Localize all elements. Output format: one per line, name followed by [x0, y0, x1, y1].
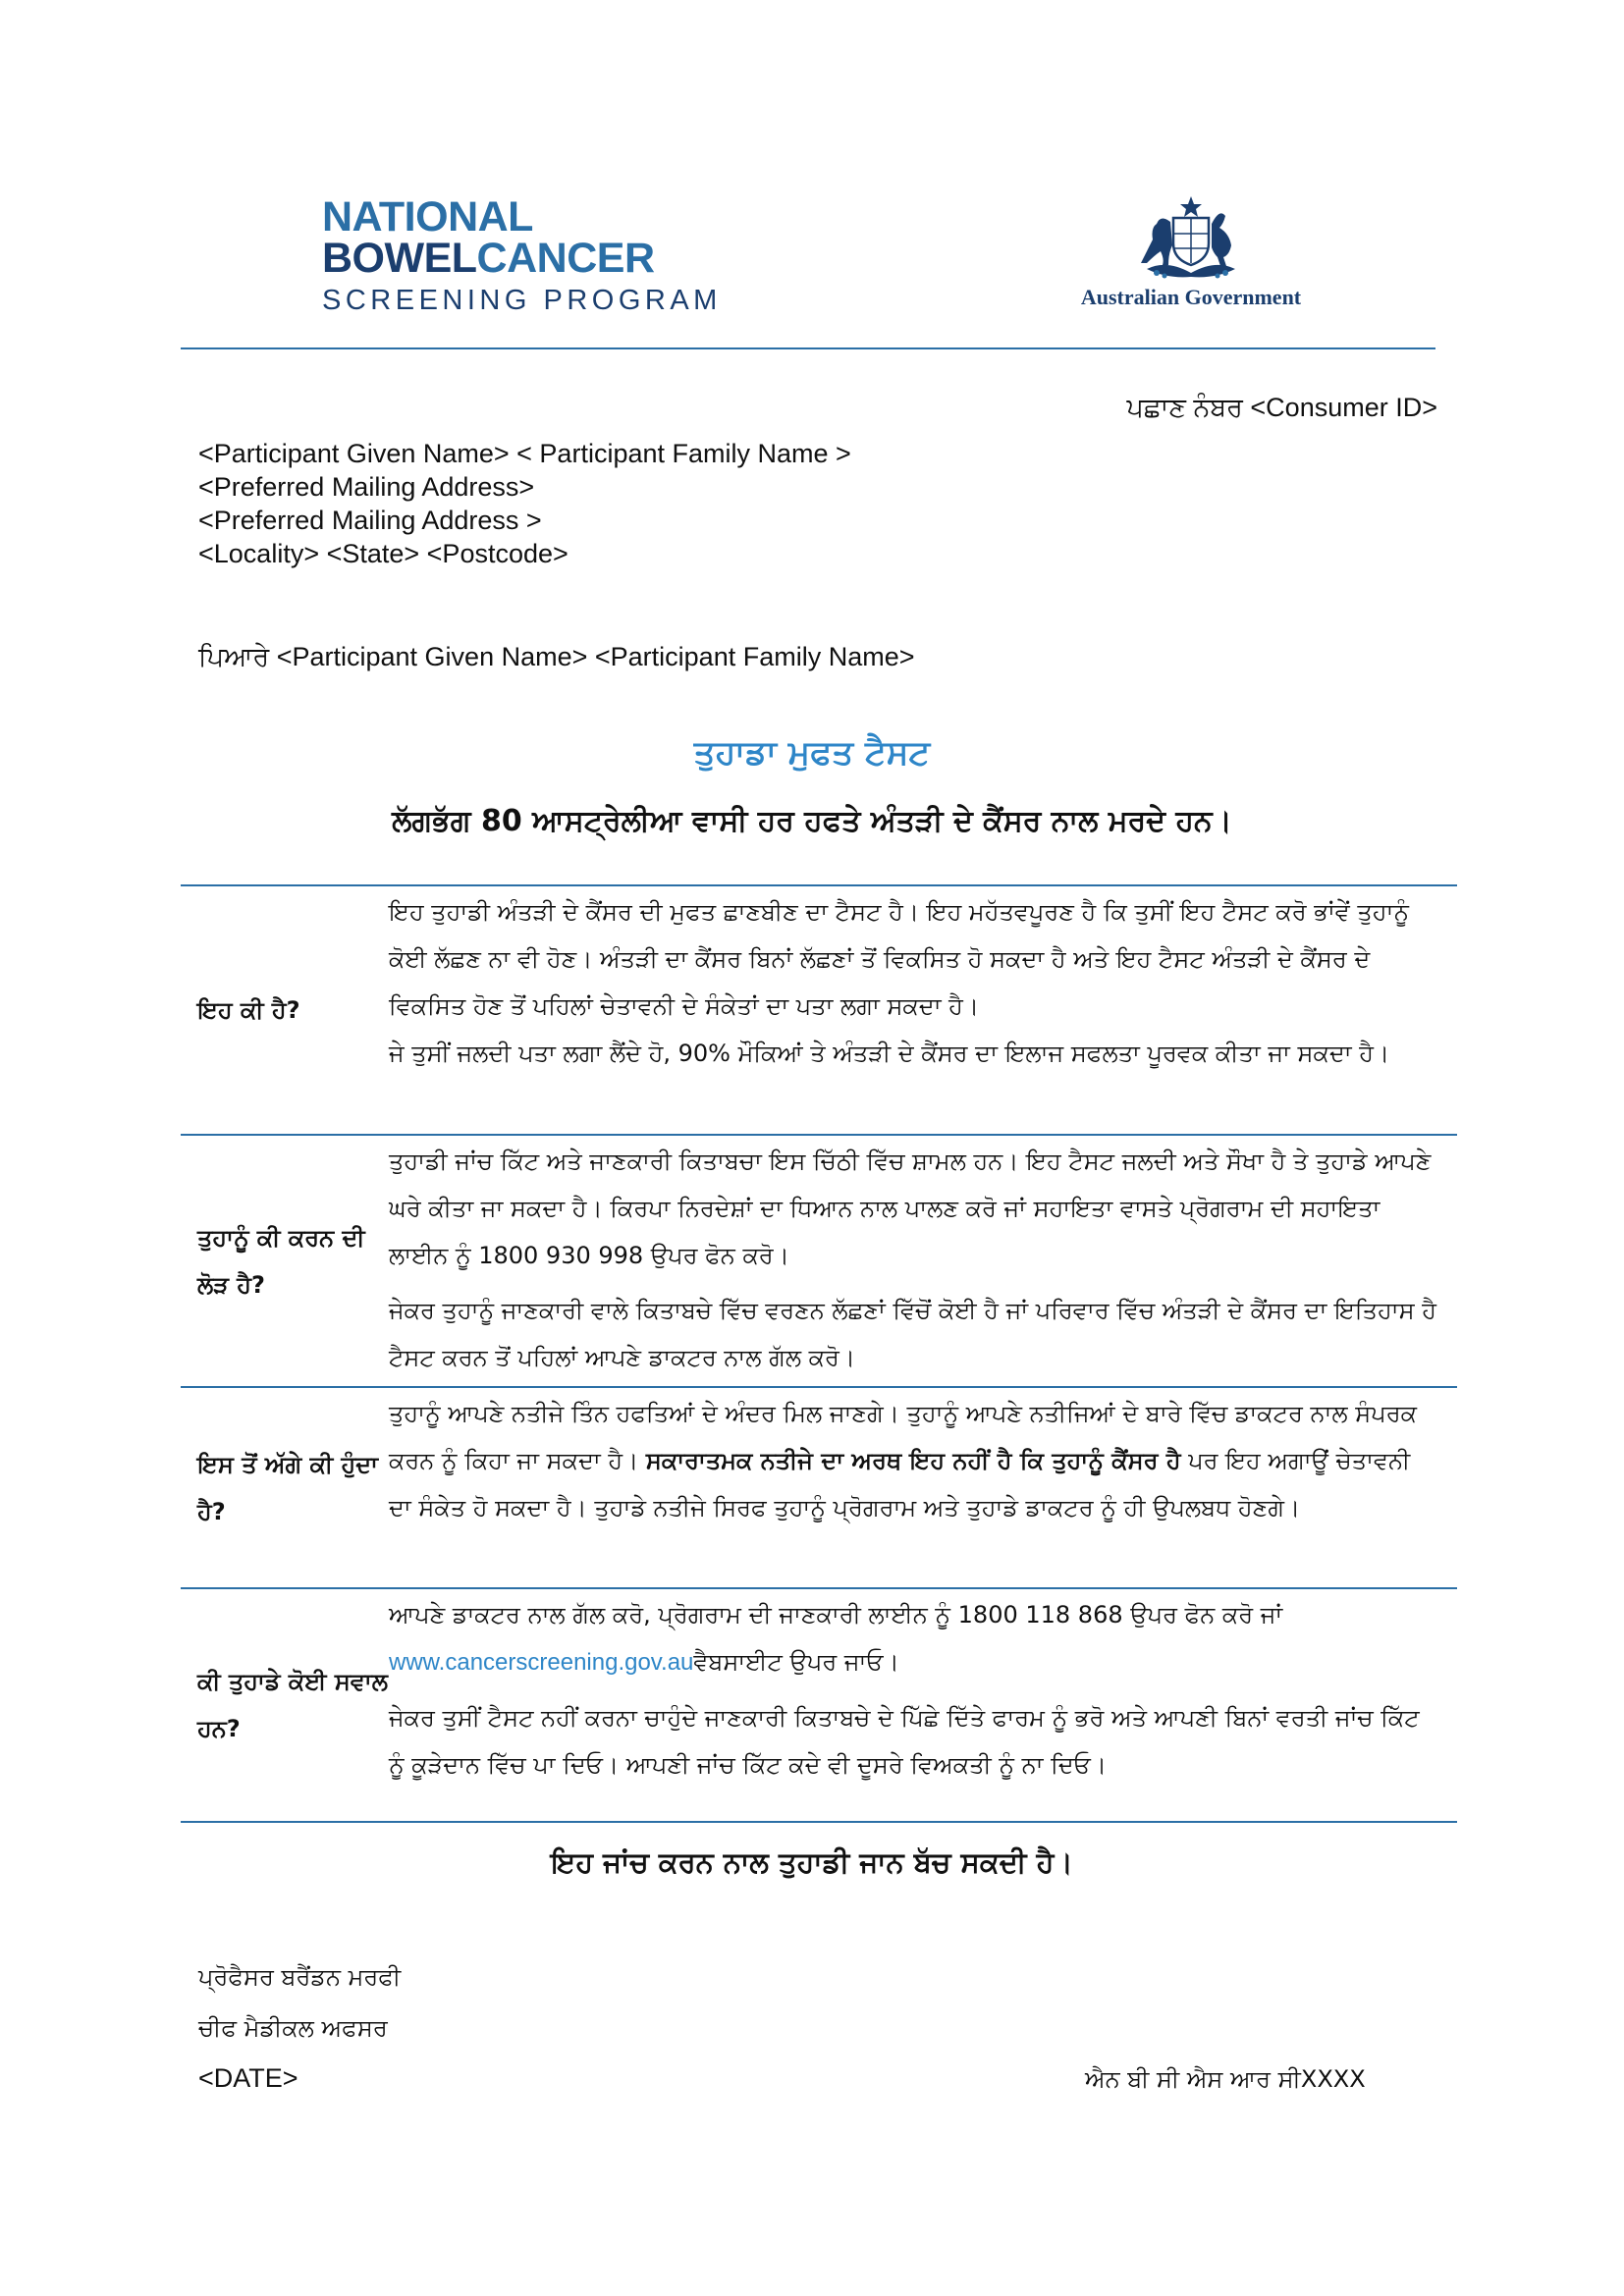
- letter-title: ਤੁਹਾਡਾ ਮੁਫਤ ਟੈਸਟ: [693, 733, 931, 773]
- logo-line-national: NATIONAL: [322, 193, 533, 240]
- address-line: <Locality> <State> <Postcode>: [198, 539, 568, 568]
- row-paragraph: [389, 1390, 1439, 1531]
- website-link[interactable]: www.cancerscreening.gov.au: [389, 1649, 694, 1676]
- row-content: [389, 1589, 1439, 1821]
- row-content: [389, 886, 1439, 1134]
- government-logo-text: Australian Government: [1080, 285, 1302, 309]
- salutation: ਪਿਆਰੇ <Participant Given Name> <Participant Family Name>: [198, 642, 915, 671]
- row-text: ਵੈਬਸਾਈਟ ਉਪਰ ਜਾਓ।: [693, 1648, 899, 1676]
- row-label: ਕੀ ਤੁਹਾਡੇ ਕੋਈ ਸਵਾਲ ਹਨ?: [197, 1668, 388, 1742]
- logo-word-cancer: CANCER: [476, 235, 655, 282]
- row-paragraph: ਜੇ ਤੁਸੀਂ ਜਲਦੀ ਪਤਾ ਲਗਾ ਲੈਂਦੇ ਹੋ, 90% ਮੌਕਿਆਂ ਤੇ ਅੰਤੜੀ ਦੇ ਕੈਂਸਰ ਦਾ ਇਲਾਜ ਸਫਲਤਾ ਪੂਰਵਕ ਕੀਤਾ ਜਾ ਸਕਦਾ ਹੈ।: [389, 1040, 1390, 1067]
- row-paragraph: ਇਹ ਤੁਹਾਡੀ ਅੰਤੜੀ ਦੇ ਕੈਂਸਰ ਦੀ ਮੁਫਤ ਛਾਣਬੀਣ ਦਾ ਟੈਸਟ ਹੈ। ਇਹ ਮਹੱਤਵਪੂਰਣ ਹੈ ਕਿ ਤੁਸੀਂ ਇਹ ਟੈਸਟ ਕਰੋ ਭਾਂਵੇਂ ਤੁਹਾਨੂੰ ਕੋਈ ਲੱਛਣ ਨਾ ਵੀ ਹੋਣ। ਅੰਤੜੀ ਦਾ ਕੈਂਸਰ ਬਿਨਾਂ ਲੱਛਣਾਂ ਤੋਂ ਵਿਕਸਿਤ ਹੋ ਸਕਦਾ ਹੈ ਅਤੇ ਇਹ ਟੈਸਟ ਅੰਤੜੀ ਦੇ ਕੈਂਸਰ ਦੇ ਵਿਕਸਿਤ ਹੋਣ ਤੋਂ ਪਹਿਲਾਂ ਚੇਤਾਵਨੀ ਦੇ ਸੰਕੇਤਾਂ ਦਾ ਪਤਾ ਲਗਾ ਸਕਦਾ ਹੈ।: [389, 898, 1409, 1020]
- address-block: [198, 437, 851, 570]
- row-text: ਤੁਹਾਨੂੰ ਆਪਣੇ ਨਤੀਜੇ ਤਿੰਨ ਹਫਤਿਆਂ ਦੇ ਅੰਦਰ ਮਿਲ ਜਾਣਗੇ। ਤੁਹਾਨੂੰ ਆਪਣੇ ਨਤੀਜਿਆਂ ਦੇ ਬਾਰੇ ਵਿੱਚ ਡਾਕਟਰ ਨਾਲ ਸੰਪਰਕ ਕਰਨ ਨੂੰ ਕਿਹਾ ਜਾ ਸਕਦਾ ਹੈ।: [389, 1400, 1417, 1474]
- row-label: ਇਹ ਕੀ ਹੈ?: [197, 996, 300, 1024]
- table-row: [181, 1134, 1457, 1386]
- signatory-name: ਪ੍ਰੋਫੈਸਰ ਬਰੈਂਡਨ ਮਰਫੀ: [198, 1963, 402, 1991]
- row-text-bold: ਸਕਾਰਾਤਮਕ ਨਤੀਜੇ ਦਾ ਅਰਥ ਇਹ ਨਹੀਂ ਹੈ ਕਿ ਤੁਹਾਨੂੰ ਕੈਂਸਰ ਹੈ: [645, 1447, 1181, 1474]
- row-text: ਪਰ ਇਹ ਅਗਾਊਂ ਚੇਤਾਵਨੀ ਦਾ ਸੰਕੇਤ ਹੋ ਸਕਦਾ ਹੈ। ਤੁਹਾਡੇ ਨਤੀਜੇ ਸਿਰਫ ਤੁਹਾਨੂੰ ਪ੍ਰੋਗਰਾਮ ਅਤੇ ਤੁਹਾਡੇ ਡਾਕਟਰ ਨੂੰ ਹੀ ਉਪਲਬਧ ਹੋਣਗੇ।: [389, 1447, 1411, 1522]
- row-text: ਆਪਣੇ ਡਾਕਟਰ ਨਾਲ ਗੱਲ ਕਰੋ, ਪ੍ਰੋਗਰਾਮ ਦੀ ਜਾਣਕਾਰੀ ਲਾਈਨ ਨੂੰ 1800 118 868 ਉਪਰ ਫੋਨ ਕਰੋ ਜਾਂ: [389, 1601, 1283, 1629]
- table-row: [181, 1386, 1457, 1587]
- row-paragraph: ਤੁਹਾਡੀ ਜਾਂਚ ਕਿੱਟ ਅਤੇ ਜਾਣਕਾਰੀ ਕਿਤਾਬਚਾ ਇਸ ਚਿੱਠੀ ਵਿੱਚ ਸ਼ਾਮਲ ਹਨ। ਇਹ ਟੈਸਟ ਜਲਦੀ ਅਤੇ ਸੌਖਾ ਹੈ ਤੇ ਤੁਹਾਡੇ ਆਪਣੇ ਘਰੇ ਕੀਤਾ ਜਾ ਸਕਦਾ ਹੈ। ਕਿਰਪਾ ਨਿਰਦੇਸ਼ਾਂ ਦਾ ਧਿਆਨ ਨਾਲ ਪਾਲਣ ਕਰੋ ਜਾਂ ਸਹਾਇਤਾ ਵਾਸਤੇ ਪ੍ਰੋਗਰਾਮ ਦੀ ਸਹਾਇਤਾ ਲਾਈਨ ਨੂੰ 1800 930 998 ਉਪਰ ਫੋਨ ਕਰੋ।: [389, 1148, 1432, 1269]
- row-paragraph: ਜੇਕਰ ਤੁਸੀਂ ਟੈਸਟ ਨਹੀਂ ਕਰਨਾ ਚਾਹੁੰਦੇ ਜਾਣਕਾਰੀ ਕਿਤਾਬਚੇ ਦੇ ਪਿੱਛੇ ਦਿੱਤੇ ਫਾਰਮ ਨੂੰ ਭਰੋ ਅਤੇ ਆਪਣੀ ਬਿਨਾਂ ਵਰਤੀ ਜਾਂਚ ਕਿੱਟ ਨੂੰ ਕੂੜੇਦਾਨ ਵਿੱਚ ਪਾ ਦਿਓ। ਆਪਣੀ ਜਾਂਚ ਕਿੱਟ ਕਦੇ ਵੀ ਦੂਸਰੇ ਵਿਅਕਤੀ ਨੂੰ ਨਾ ਦਿਓ।: [389, 1704, 1420, 1779]
- row-label: ਤੁਹਾਨੂੰ ਕੀ ਕਰਨ ਦੀ ਲੋੜ ਹੈ?: [197, 1223, 365, 1299]
- closing-statement: ਇਹ ਜਾਂਚ ਕਰਨ ਨਾਲ ਤੁਹਾਡੀ ਜਾਨ ਬੱਚ ਸਕਦੀ ਹੈ।: [551, 1845, 1073, 1879]
- coat-of-arms-icon: [1117, 194, 1265, 279]
- program-logo: [322, 193, 722, 317]
- letter-date: <DATE>: [198, 2063, 298, 2093]
- consumer-id: ਪਛਾਣ ਨੰਬਰ <Consumer ID>: [1126, 393, 1437, 422]
- header-divider: [181, 347, 1435, 349]
- row-paragraph: [389, 1591, 1439, 1686]
- logo-word-bowel: BOWEL: [322, 235, 477, 282]
- letter-subtitle: ਲੱਗਭੱਗ 80 ਆਸਟ੍ਰੇਲੀਆ ਵਾਸੀ ਹਰ ਹਫਤੇ ਅੰਤੜੀ ਦੇ ਕੈਂਸਰ ਨਾਲ ਮਰਦੇ ਹਨ।: [392, 804, 1232, 838]
- address-line: <Participant Given Name> < Participant Family Name >: [198, 439, 851, 468]
- logo-line-bowel-cancer: [322, 235, 722, 282]
- info-table: [181, 884, 1457, 1823]
- government-logo: [1063, 194, 1319, 310]
- table-row: [181, 1587, 1457, 1823]
- row-paragraph: ਜੇਕਰ ਤੁਹਾਨੂੰ ਜਾਣਕਾਰੀ ਵਾਲੇ ਕਿਤਾਬਚੇ ਵਿੱਚ ਵਰਣਨ ਲੱਛਣਾਂ ਵਿੱਚੋਂ ਕੋਈ ਹੈ ਜਾਂ ਪਰਿਵਾਰ ਵਿੱਚ ਅੰਤੜੀ ਦੇ ਕੈਂਸਰ ਦਾ ਇਤਿਹਾਸ ਹੈ ਟੈਸਟ ਕਰਨ ਤੋਂ ਪਹਿਲਾਂ ਆਪਣੇ ਡਾਕਟਰ ਨਾਲ ਗੱਲ ਕਰੋ।: [389, 1297, 1436, 1371]
- signatory-role: ਚੀਫ ਮੈਡੀਕਲ ਅਫਸਰ: [198, 2014, 388, 2042]
- address-line: <Preferred Mailing Address >: [198, 506, 542, 535]
- address-line: <Preferred Mailing Address>: [198, 472, 535, 502]
- logo-line-screening-program: SCREENING PROGRAM: [322, 285, 722, 316]
- row-content: [389, 1136, 1439, 1386]
- form-code: ਐਨ ਬੀ ਸੀ ਐਸ ਆਰ ਸੀXXXX: [1085, 2065, 1366, 2093]
- table-row: [181, 884, 1457, 1134]
- row-label: ਇਸ ਤੋਂ ਅੱਗੇ ਕੀ ਹੁੰਦਾ ਹੈ?: [197, 1450, 379, 1525]
- row-content: [389, 1388, 1439, 1587]
